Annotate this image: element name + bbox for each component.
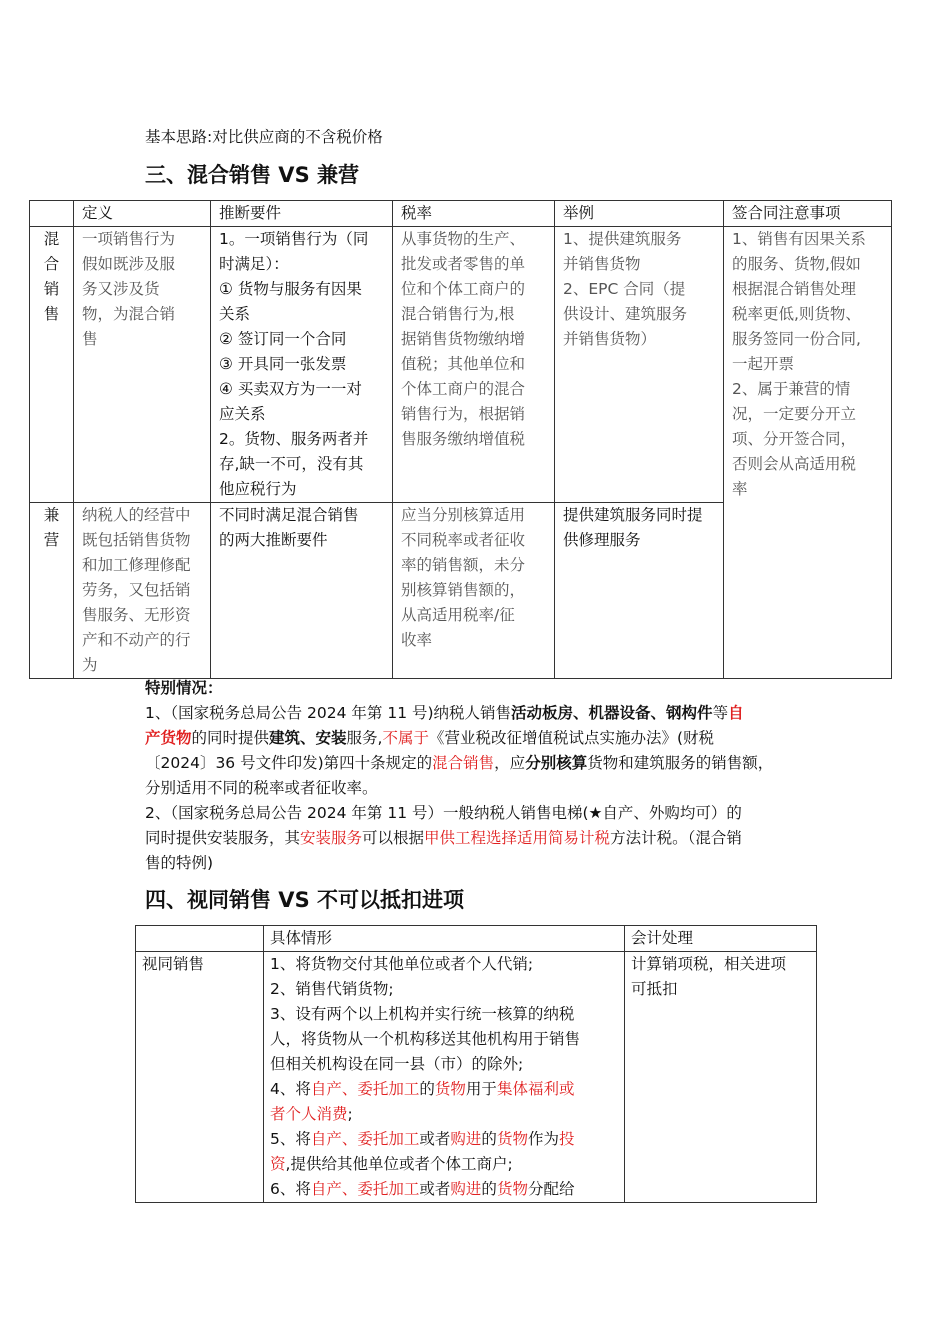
deemed-sales-table — [135, 925, 817, 1203]
rate-cell: 应当分别核算适用 不同税率或者征收 率的销售额，未分 别核算销售额的， 从高适用税率/征 收率 — [393, 503, 555, 679]
elements-cell: 1。一项销售行为（同 时满足）： ① 货物与服务有因果 关系 ② 签订同一个合同 ③ 开具同一张发票 ④ 买卖双方为一一对 应关系 2。货物、服务两者并 存,缺一不可，没有其 他应税行为 — [211, 227, 393, 503]
rate-cell: 从事货物的生产、 批发或者零售的单 位和个体工商户的 混合销售行为,根 据销售货物缴纳增 值税；其他单位和 个体工商户的混合 销售行为，根据销 售服务缴纳增值税 — [393, 227, 555, 503]
definition-cell: 纳税人的经营中 既包括销售货物 和加工修理修配 劳务，又包括销 售服务、无形资 产和不动产的行 为 — [74, 503, 211, 679]
row-label-mixed: 混 合 销 售 — [30, 227, 74, 503]
header-cell — [30, 201, 74, 227]
table-row — [30, 227, 892, 503]
example-cell: 1、提供建筑服务 并销售货物 2、EPC 合同（提 供设计、建筑服务 并销售货物） — [555, 227, 724, 503]
section-3-title: 三、混合销售 VS 兼营 — [145, 163, 359, 187]
notes-cell: 1、销售有因果关系 的服务、货物,假如 根据混合销售处理 税率更低,则货物、 服务签同一份合同, 一起开票 2、属于兼营的情 况，一定要分开立 项、分开签合同， 否则会从高适用税 率 — [724, 227, 892, 679]
table-row — [136, 952, 817, 1203]
header-cell: 举例 — [555, 201, 724, 227]
definition-cell: 一项销售行为 假如既涉及服 务又涉及货 物，为混合销 售 — [74, 227, 211, 503]
elements-cell: 不同时满足混合销售 的两大推断要件 — [211, 503, 393, 679]
header-cell: 税率 — [393, 201, 555, 227]
table-header-row — [30, 201, 892, 227]
header-cell: 签合同注意事项 — [724, 201, 892, 227]
example-cell: 提供建筑服务同时提 供修理服务 — [555, 503, 724, 679]
header-cell: 推断要件 — [211, 201, 393, 227]
header-cell: 具体情形 — [264, 926, 625, 952]
header-cell — [136, 926, 264, 952]
special-paragraph-1: 1、（国家税务总局公告 2024 年第 11 号)纳税人销售活动板房、机器设备、钢构件等自 产货物的同时提供建筑、安装服务,不属于《营业税改征增值税试点实施办法》(财税 〔2024〕36 号文件印发)第四十条规定的混合销售，应分别核算货物和建筑服务的销售额， 分别适用不同的税率或者征收率。 — [145, 704, 774, 797]
special-title: 特别情况： — [145, 679, 223, 697]
mixed-sales-table — [29, 200, 892, 679]
special-paragraph-2: 2、（国家税务总局公告 2024 年第 11 号）一般纳税人销售电梯(★自产、外购均可）的 同时提供安装服务，其安装服务可以根据甲供工程选择适用简易计税方法计税。（混合销 售的特例) — [145, 804, 742, 872]
intro-text: 基本思路:对比供应商的不含税价格 — [145, 128, 383, 146]
table-header-row — [136, 926, 817, 952]
situations-cell: 1、将货物交付其他单位或者个人代销; 2、销售代销货物; 3、设有两个以上机构并实行统一核算的纳税 人，将货物从一个机构移送其他机构用于销售 但相关机构设在同一县（市）的除外; 4、将自产、委托加工的货物用于集体福利或 者个人消费; 5、将自产、委托加工或者购进的货物作为投 资,提供给其他单位或者个体工商户; 6、将自产、委托加工或者购进的货物分配给 — [264, 952, 625, 1203]
section-4-title: 四、视同销售 VS 不可以抵扣进项 — [145, 888, 464, 912]
header-cell: 会计处理 — [625, 926, 817, 952]
row-label-combined: 兼 营 — [30, 503, 74, 679]
accounting-cell: 计算销项税，相关进项 可抵扣 — [625, 952, 817, 1203]
row-label-deemed-sales: 视同销售 — [136, 952, 264, 1203]
header-cell: 定义 — [74, 201, 211, 227]
